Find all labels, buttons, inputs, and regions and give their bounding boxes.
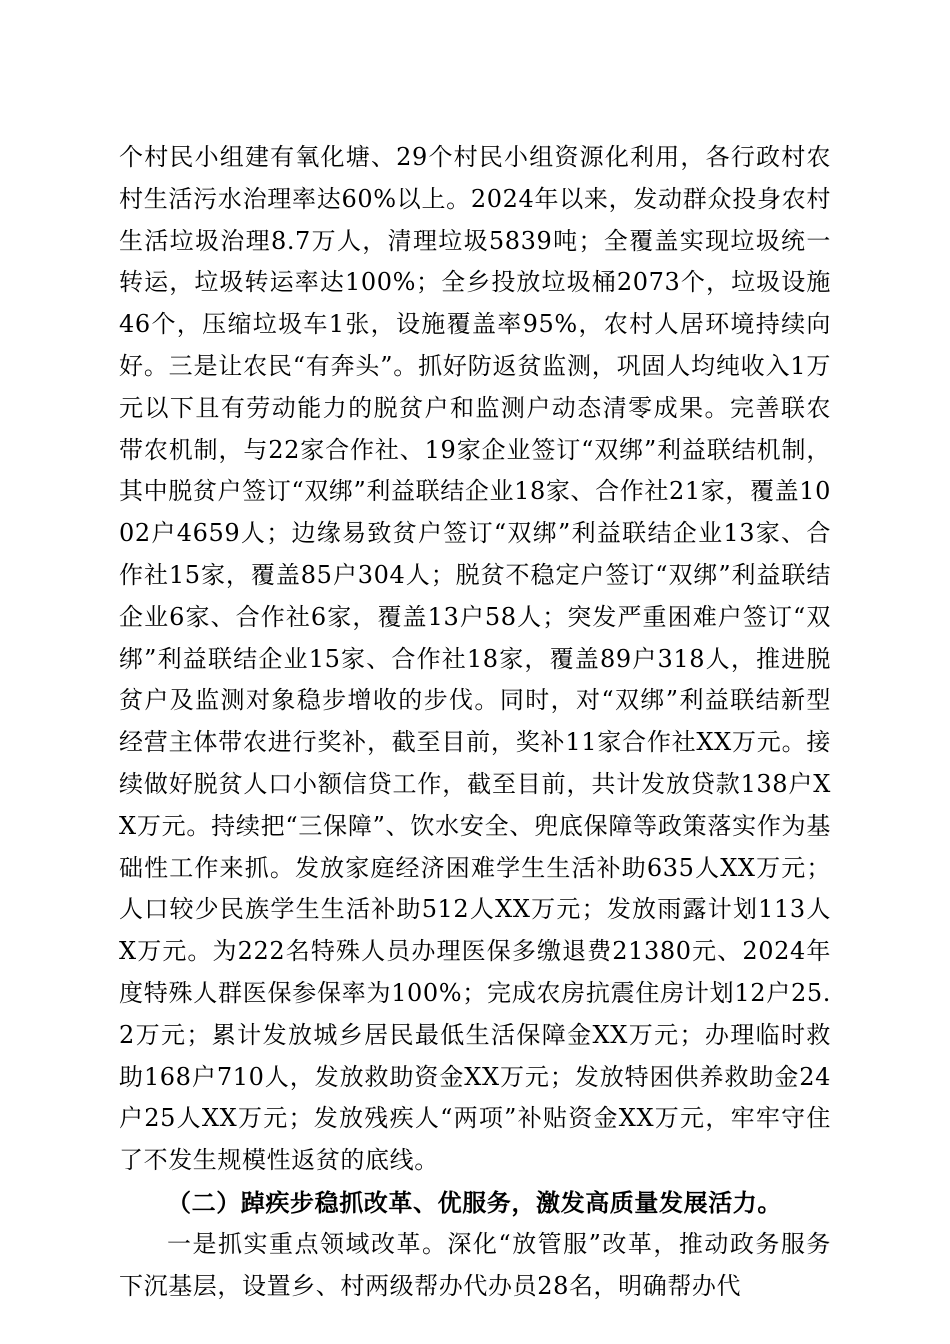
body-paragraph: 一是抓实重点领域改革。深化“放管服”改革，推动政务服务下沉基层，设置乡、村两级帮办代办员28名，明确帮办代 [119,1229,831,1300]
document-body [119,137,831,1307]
section-heading: （二）踔疾步稳抓改革、优服务，激发高质量发展活力。 [167,1187,782,1217]
body-paragraph-continued: 个村民小组建有氧化塘、29个村民小组资源化利用，各行政村农村生活污水治理率达60%以上。2024年以来，发动群众投身农村生活垃圾治理8.7万人，清理垃圾5839吨；全覆盖实现垃圾统一转运，垃圾转运率达100%；全乡投放垃圾桶2073个，垃圾设施46个，压缩垃圾车1张，设施覆盖率95%，农村人居环境持续向好。三是让农民“有奔头”。抓好防返贫监测，巩固人均纯收入1万元以下且有劳动能力的脱贫户和监测户动态清零成果。完善联农带农机制，与22家合作社、19家企业签订“双绑”利益联结机制，其中脱贫户签订“双绑”利益联结企业18家、合作社21家，覆盖1002户4659人；边缘易致贫户签订“双绑”利益联结企业13家、合作社15家，覆盖85户304人；脱贫不稳定户签订“双绑”利益联结企业6家、合作社6家，覆盖13户58人；突发严重困难户签订“双绑”利益联结企业15家、合作社18家，覆盖89户318人，推进脱贫户及监测对象稳步增收的步伐。同时，对“双绑”利益联结新型经营主体带农进行奖补，截至目前，奖补11家合作社XX万元。接续做好脱贫人口小额信贷工作，截至目前，共计发放贷款138户XX万元。持续把“三保障”、饮水安全、兜底保障等政策落实作为基础性工作来抓。发放家庭经济困难学生生活补助635人XX万元；人口较少民族学生生活补助512人XX万元；发放雨露计划113人X万元。为222名特殊人员办理医保多缴退费21380元、2024年度特殊人群医保参保率为100%；完成农房抗震住房计划12户25.2万元；累计发放城乡居民最低生活保障金XX万元；办理临时救助168户710人，发放救助资金XX万元；发放特困供养救助金24户25人XX万元；发放残疾人“两项”补贴资金XX万元，牢牢守住了不发生规模性返贫的底线。 [119,143,831,1175]
